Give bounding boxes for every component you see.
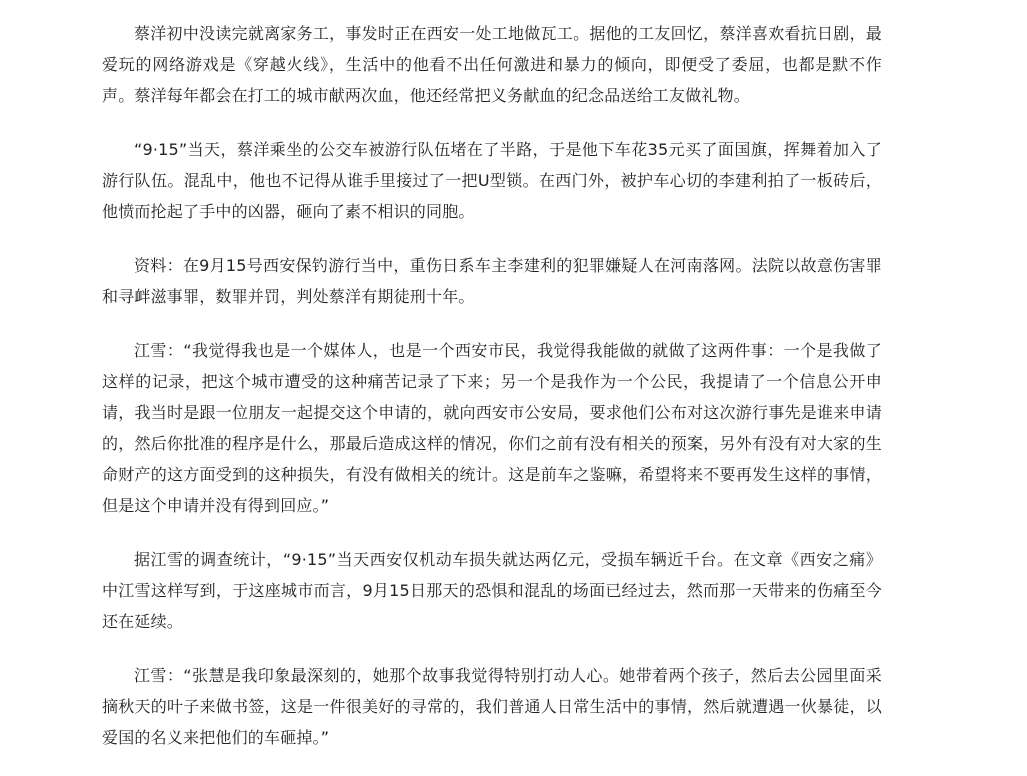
paragraph-caiyang-background: 蔡洋初中没读完就离家务工，事发时正在西安一处工地做瓦工。据他的工友回忆，蔡洋喜欢看抗日剧，最爱玩的网络游戏是《穿越火线》，生活中的他看不出任何激进和暴力的倾向，即便受了委屈，也都是默不作声。蔡洋每年都会在打工的城市献两次血，他还经常把义务献血的纪念品送给工友做礼物。 <box>102 24 882 105</box>
paragraph-jiangxue-quote-2: 江雪：“张慧是我印象最深刻的，她那个故事我觉得特别打动人心。她带着两个孩子，然后去公园里面采摘秋天的叶子来做书签，这是一件很美好的寻常的，我们普通人日常生活中的事情，然后就遭遇一伙暴徒，以爱国的名义来把他们的车砸掉。” <box>102 666 882 747</box>
paragraph-damage-statistics: 据江雪的调查统计，“9·15”当天西安仅机动车损失就达两亿元，受损车辆近千台。在文章《西安之痛》中江雪这样写到，于这座城市而言，9月15日那天的恐惧和混乱的场面已经过去，然而那一天带来的伤痛至今还在延续。 <box>102 550 882 631</box>
article-body <box>102 18 882 776</box>
paragraph-jiangxue-quote-1: 江雪：“我觉得我也是一个媒体人，也是一个西安市民，我觉得我能做的就做了这两件事：一个是我做了这样的记录，把这个城市遭受的这种痛苦记录了下来；另一个是我作为一个公民，我提请了一个信息公开申请，我当时是跟一位朋友一起提交这个申请的，就向西安市公安局，要求他们公布对这次游行事先是谁来申请的，然后你批准的程序是什么，那最后造成这样的情况，你们之前有没有相关的预案，另外有没有对大家的生命财产的这方面受到的这种损失，有没有做相关的统计。这是前车之鉴嘛，希望将来不要再发生这样的事情，但是这个申请并没有得到回应。” <box>102 341 882 515</box>
paragraph-915-incident: “9·15”当天，蔡洋乘坐的公交车被游行队伍堵在了半路，于是他下车花35元买了面国旗，挥舞着加入了游行队伍。混乱中，他也不记得从谁手里接过了一把U型锁。在西门外，被护车心切的李建利拍了一板砖后，他愤而抡起了手中的凶器，砸向了素不相识的同胞。 <box>102 140 882 221</box>
paragraph-court-ruling: 资料：在9月15号西安保钓游行当中，重伤日系车主李建利的犯罪嫌疑人在河南落网。法院以故意伤害罪和寻衅滋事罪，数罪并罚，判处蔡洋有期徒刑十年。 <box>102 256 882 306</box>
